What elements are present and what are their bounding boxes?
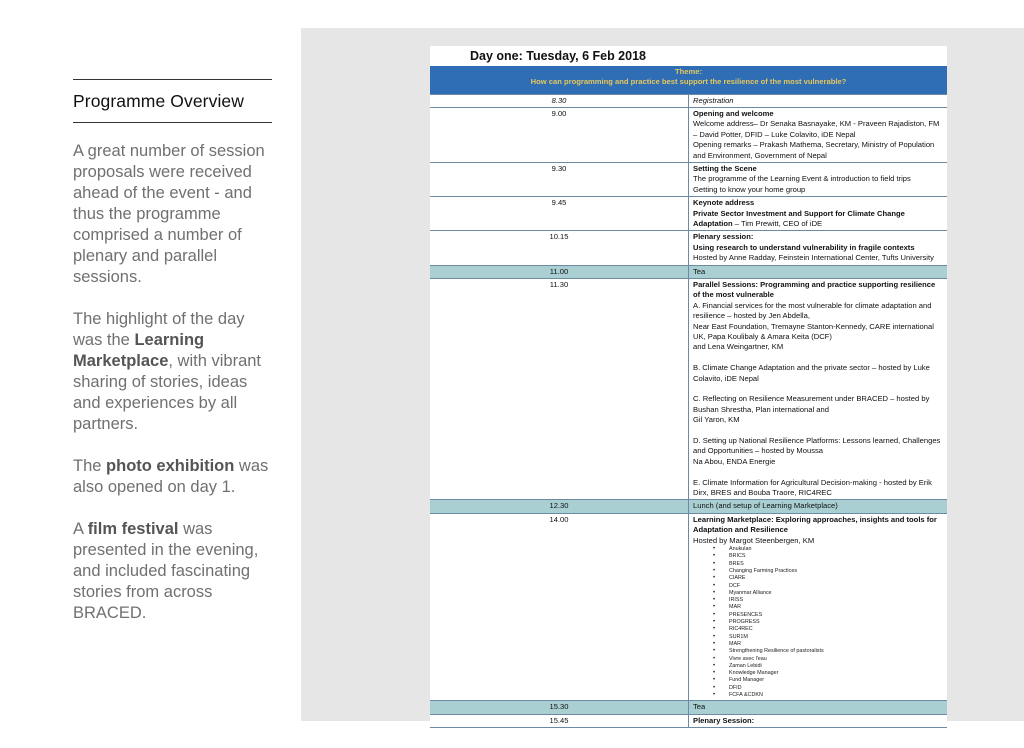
list-item: • BRES — [713, 561, 943, 568]
session-line: Near East Foundation, Tremayne Stanton-Kennedy, CARE international UK, Papa Koulibaly & Amara Keita (DCF) — [693, 321, 934, 342]
overview-paragraph-4 — [73, 519, 272, 624]
session-cell — [689, 714, 948, 727]
session-title: Parallel Sessions: Programming and practice supporting resilience of the most vulnerable — [693, 280, 936, 300]
list-item: • DFID — [713, 685, 943, 692]
highlight-learning-marketplace: Learning Marketplace — [73, 331, 205, 370]
list-item: • Zaman Lebidi — [713, 663, 943, 670]
spacer — [693, 426, 943, 436]
overview-body — [73, 141, 272, 624]
table-row — [430, 714, 947, 727]
table-row — [430, 162, 947, 196]
session-line: E. Climate Information for Agricultural Decision-making - hosted by Erik Dirx, BRES and Bouba Traore, RIC4REC — [693, 477, 932, 498]
session-cell — [689, 162, 948, 196]
list-item: • Myanmar Alliance — [713, 590, 943, 597]
text-span: The — [73, 457, 107, 475]
session-cell: Registration — [689, 94, 948, 107]
list-item: • MAR — [713, 604, 943, 611]
table-row — [430, 265, 947, 278]
list-item: • Knowledge Manager — [713, 670, 943, 677]
list-item: • CIARE — [713, 575, 943, 582]
schedule-document — [430, 46, 947, 729]
list-item: • FCFA &CDKN — [713, 692, 943, 699]
spacer — [693, 467, 943, 477]
session-subtitle: Using research to understand vulnerability in fragile contexts — [693, 242, 915, 252]
list-item: • IRISS — [713, 597, 943, 604]
table-row — [430, 107, 947, 162]
highlight-photo-exhibition: photo exhibition — [106, 457, 235, 475]
table-row — [430, 94, 947, 107]
list-item: • BRICS — [713, 553, 943, 560]
session-cell — [689, 279, 948, 500]
list-item: • Fund Manager — [713, 677, 943, 684]
time-cell: 11.30 — [430, 279, 689, 500]
table-row — [430, 701, 947, 714]
session-line: C. Reflecting on Resilience Measurement under BRACED – hosted by Bushan Shrestha, Plan international and — [693, 394, 930, 414]
time-cell: 15.30 — [430, 701, 689, 714]
marketplace-list — [713, 546, 943, 699]
session-cell: Lunch (and setup of Learning Marketplace) — [689, 500, 948, 513]
highlight-film-festival: film festival — [87, 520, 179, 538]
theme-row — [430, 66, 947, 94]
session-cell: Tea — [689, 265, 948, 278]
text-span: The highlight of the day was the — [73, 310, 245, 349]
list-item: • MAR — [713, 641, 943, 648]
text-span: , with vibrant sharing of stories, ideas and experiences by all partners. — [73, 352, 262, 433]
list-item: • SUR1M — [713, 634, 943, 641]
text-span: was also opened on day 1. — [73, 457, 269, 496]
overview-column — [73, 79, 272, 645]
session-line — [693, 209, 943, 230]
time-cell: 9.00 — [430, 107, 689, 162]
list-item: • Changing Farming Practices — [713, 568, 943, 575]
bottom-rule — [73, 122, 272, 123]
session-line: Hosted by Margot Steenbergen, KM — [693, 535, 815, 545]
session-line: D. Setting up National Resilience Platforms: Lessons learned, Challenges and Opportunities – hosted by Moussa — [693, 436, 941, 456]
session-cell — [689, 197, 948, 231]
session-cell: Tea — [689, 701, 948, 714]
time-cell: 9.30 — [430, 162, 689, 196]
session-line: and Lena Weingartner, KM — [693, 342, 784, 352]
session-line: A. Financial services for the most vulnerable for climate adaptation and resilience – hosted by Jen Abdella, — [693, 300, 932, 321]
table-row — [430, 231, 947, 265]
theme-cell — [430, 66, 947, 94]
overview-paragraph-3 — [73, 456, 272, 498]
table-row — [430, 513, 947, 700]
time-cell: 8.30 — [430, 94, 689, 107]
list-item: • Vivre avec l'eau — [713, 656, 943, 663]
list-item: • Strengthening Resilience of pastoralists — [713, 648, 943, 655]
text-span: A — [73, 520, 88, 538]
session-title: Plenary session: — [693, 232, 754, 242]
time-cell: 14.00 — [430, 513, 689, 700]
session-cell — [689, 231, 948, 265]
session-cell — [689, 107, 948, 162]
session-line: Hosted by Anne Radday, Feinstein International Center, Tufts University — [693, 253, 934, 263]
theme-label: Theme: — [674, 67, 702, 76]
session-line: Opening remarks – Prakash Mathema, Secretary, Ministry of Population and Environment, Government of Nepal — [693, 140, 935, 160]
session-title: Plenary Session: — [693, 715, 755, 725]
session-line: Na Abou, ENDA Energie — [693, 456, 776, 466]
overview-paragraph-2 — [73, 309, 272, 435]
list-item: • RIC4REC — [713, 626, 943, 633]
table-row — [430, 500, 947, 513]
time-cell: 12.30 — [430, 500, 689, 513]
spacer — [693, 384, 943, 394]
time-cell: 10.15 — [430, 231, 689, 265]
keynote-speaker: – Tim Prewitt, CEO of iDE — [732, 218, 823, 228]
overview-title: Programme Overview — [73, 91, 245, 111]
session-line: B. Climate Change Adaptation and the private sector – hosted by Luke Colavito, iDE Nepal — [693, 363, 930, 383]
theme-text: How can programming and practice best support the resilience of the most vulnerable? — [530, 77, 847, 87]
spacer — [693, 353, 943, 363]
table-row — [430, 197, 947, 231]
time-cell: 11.00 — [430, 265, 689, 278]
time-cell: 15.45 — [430, 714, 689, 727]
table-row — [430, 279, 947, 500]
overview-paragraph-1: A great number of session proposals were received ahead of the event - and thus the programme comprised a number of plenary and parallel sessions. — [73, 142, 265, 286]
session-title: Opening and welcome — [693, 108, 774, 118]
list-item: • Anukulan — [713, 546, 943, 553]
text-span: was presented in the evening, and included fascinating stories from across BRACED. — [73, 520, 259, 622]
list-item: • PRESENCES — [713, 612, 943, 619]
time-cell: 9.45 — [430, 197, 689, 231]
session-line: The programme of the Learning Event & introduction to field trips — [693, 174, 911, 184]
session-title: Learning Marketplace: Exploring approaches, insights and tools for Adaptation and Resilience — [693, 514, 937, 535]
session-title: Keynote address — [693, 198, 755, 208]
schedule-table — [430, 66, 947, 728]
keynote-title: Private Sector Investment and Support for Climate Change Adaptation — [693, 208, 905, 228]
session-cell — [689, 513, 948, 700]
document-panel — [301, 28, 1024, 725]
session-title: Setting the Scene — [693, 163, 757, 173]
session-line: Getting to know your home group — [693, 184, 806, 194]
session-line: Welcome address– Dr Senaka Basnayake, KM - Praveen Rajadiston, FM – David Potter, DFID – Luke Colavito, iDE Nepal — [693, 119, 940, 139]
session-line: Gil Yaron, KM — [693, 415, 740, 425]
list-item: • PROGRESS — [713, 619, 943, 626]
day-title: Day one: Tuesday, 6 Feb 2018 — [470, 49, 646, 63]
list-item: • DCF — [713, 583, 943, 590]
